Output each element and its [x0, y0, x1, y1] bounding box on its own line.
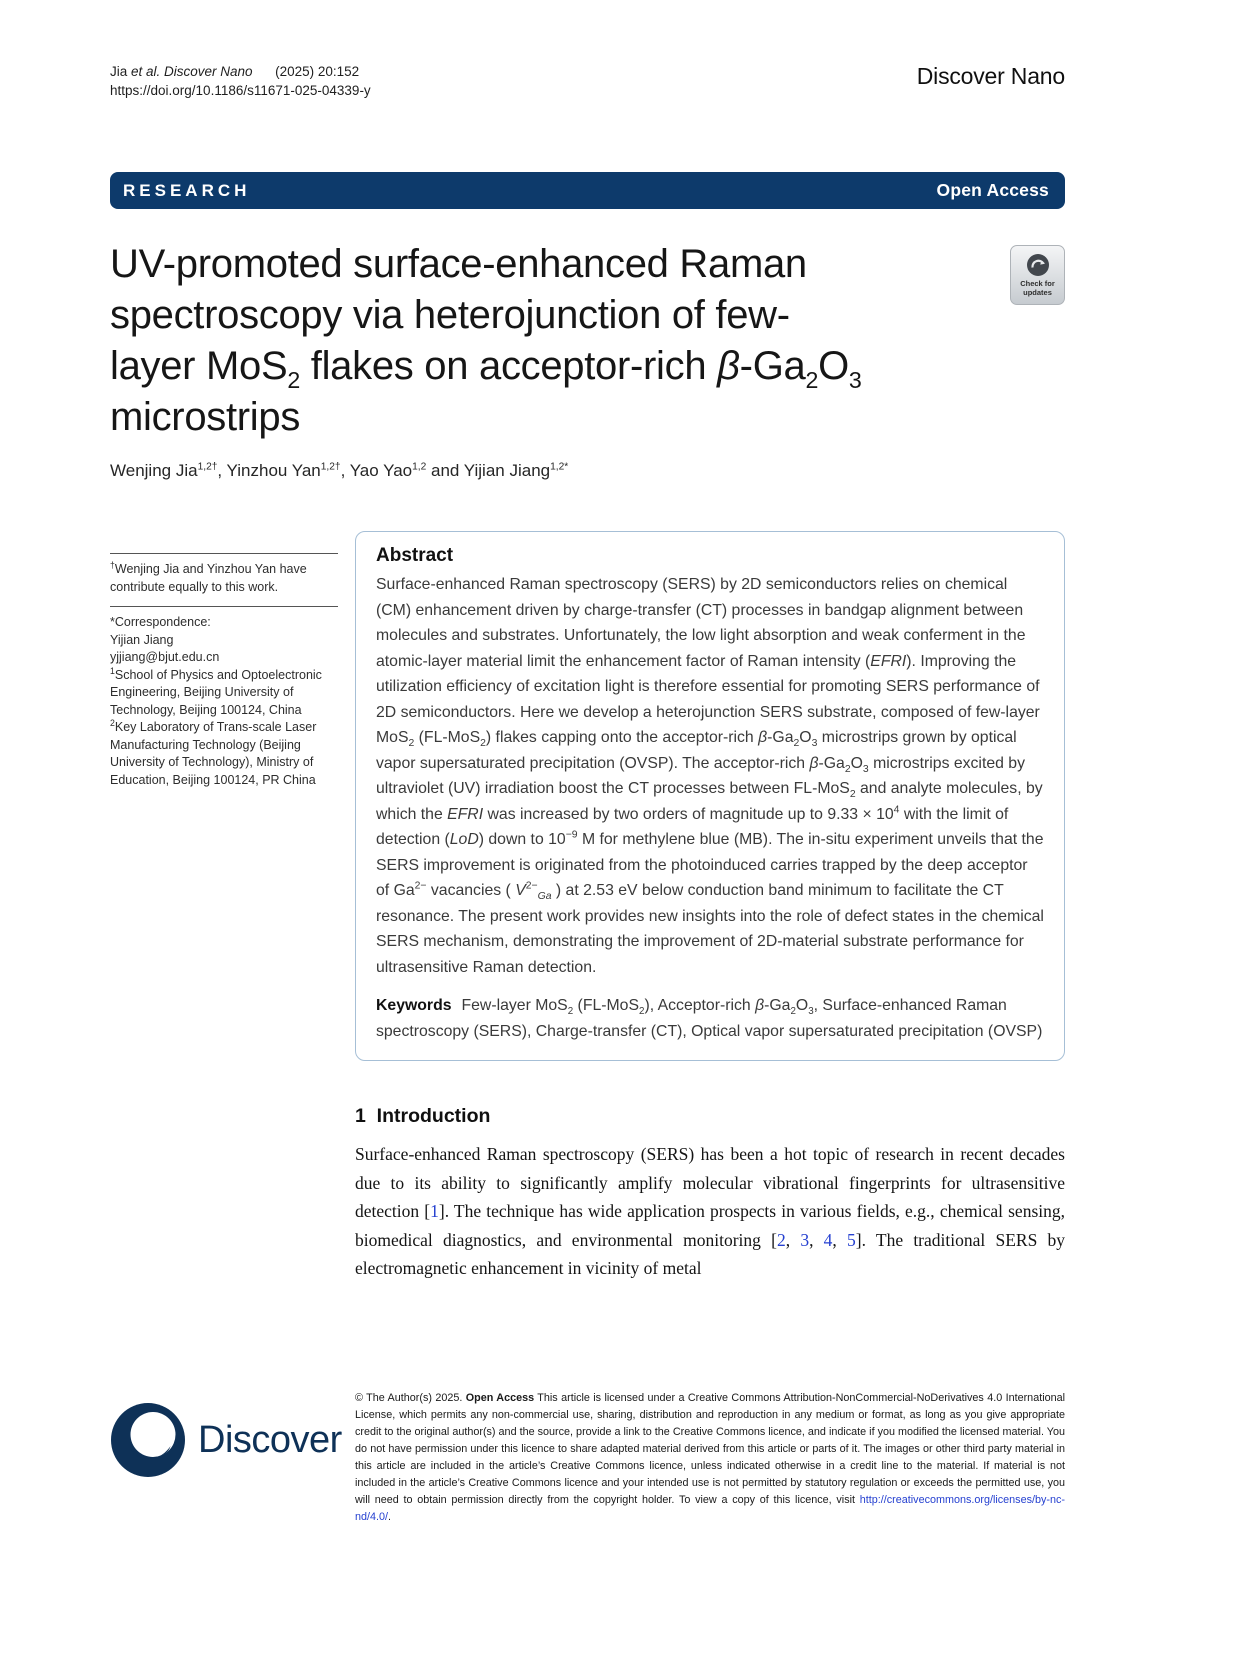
check-for-updates-label: Check for updates [1020, 279, 1055, 297]
discover-logo-text: Discover [198, 1418, 342, 1461]
sidebar-divider [110, 606, 338, 607]
discover-swirl-icon [110, 1402, 186, 1478]
article-type-label: RESEARCH [123, 180, 251, 200]
author-info-sidebar [110, 531, 338, 789]
citation-block [110, 63, 371, 100]
check-for-updates-icon [1026, 253, 1050, 277]
inline-link[interactable]: http://creativecommons.org/licenses/by-nc-nd/4.0/ [355, 1494, 1065, 1523]
correspondence-block: *Correspondence: Yijian Jiang yjjiang@bjut.edu.cn [110, 615, 220, 664]
inline-link[interactable]: 4 [823, 1229, 833, 1250]
inline-link[interactable]: 5 [847, 1229, 856, 1250]
main-column [355, 531, 1065, 1283]
equal-contribution-note: †Wenjing Jia and Yinzhou Yan have contribute equally to this work. [110, 559, 307, 594]
open-access-label: Open Access [936, 180, 1049, 200]
keywords-text: Few-layer MoS$_2$ (FL-MoS$_2$), Acceptor-rich $\beta-Ga_2O_3$, Surface-enhanced Raman spectroscopy (SERS), Charge-transfer (CT), Optical vapor supersaturated precipitation (OVSP) [376, 997, 1043, 1040]
article-title: UV-promoted surface-enhanced Raman spectroscopy via heterojunction of few- layer MoS$_2$ flakes on acceptor-rich $\beta-Ga_2O_3$ microstrips [110, 242, 862, 439]
publisher-logo-area [110, 1390, 355, 1478]
discover-logo [110, 1402, 355, 1478]
license-text: © The Author(s) 2025. Open Access This article is licensed under a Creative Commons Attribution-NonCommercial-NoDerivatives 4.0 International License, which permits any non-commercial use, sharing, distribution and reproduction in any medium or format, as long as you give appropriate credit to the original author(s) and the source, provide a link to the Creative Commons licence, and indicate if you modified the licensed material. You do not have permission under this licence to share adapted material derived from this article or parts of it. The images or other third party material in this article are included in the article’s Creative Commons licence, unless indicated otherwise in a credit line to the material. If material is not included in the article’s Creative Commons licence and your intended use is not permitted by statutory regulation or exceeds the permitted use, you will need to obtain permission directly from the copyright holder. To view a copy of this licence, visit http://creativecommons.org/licenses/by-nc-nd/4.0/. [355, 1392, 1066, 1523]
author-list: Wenjing Jia$^{1,2\dagger}$, Yinzhou Yan$^{1,2\dagger}$, Yao Yao$^{1,2}$ and Yijian Jiang$^{1,2*}$ [110, 461, 569, 480]
journal-name: Discover Nano [916, 63, 1065, 89]
keywords-line [376, 993, 1044, 1044]
research-banner [110, 172, 1065, 209]
check-for-updates-button[interactable] [1010, 245, 1065, 305]
abstract-section [355, 531, 1065, 1061]
citation-line: Jia et al. Discover Nano (2025) 20:152 [110, 64, 360, 79]
doi-link[interactable]: https://doi.org/10.1186/s11671-025-04339-y [110, 83, 371, 98]
inline-link[interactable]: 1 [430, 1201, 439, 1221]
affiliation-1: $^1$School of Physics and Optoelectronic Engineering, Beijing University of Technology, Beijing 100124, China [110, 665, 322, 717]
page-header [110, 63, 1065, 100]
introduction-section [355, 1105, 1065, 1283]
introduction-paragraph: Surface-enhanced Raman spectroscopy (SERS) has been a hot topic of research in recent decades due to its ability to significantly amplify molecular vibrational fingerprints for ultrasensitive detection [1]. The technique has wide application prospects in various fields, e.g., chemical sensing, biomedical diagnostics, and environmental monitoring [2, 3, 4, 5]. The traditional SERS by electromagnetic enhancement in vicinity of metal [355, 1144, 1066, 1278]
inline-link[interactable]: 2 [776, 1229, 786, 1250]
sidebar-divider [110, 553, 338, 554]
introduction-heading: 1 Introduction [355, 1105, 491, 1127]
page-footer [110, 1390, 1065, 1526]
abstract-heading: Abstract [376, 545, 454, 566]
affiliation-2: $^2$Key Laboratory of Trans-scale Laser Manufacturing Technology (Beijing University of Technology), Ministry of Education, Beijing 100124, PR China [110, 717, 317, 787]
keywords-label: Keywords [376, 997, 452, 1014]
inline-link[interactable]: 3 [800, 1229, 810, 1250]
abstract-text: Surface-enhanced Raman spectroscopy (SERS) by 2D semiconductors relies on chemical (CM) enhancement driven by charge-transfer (CT) processes in bandgap alignment between molecules and substrates. Unfortunately, the low light absorption and weak conferment in the atomic-layer material limit the enhancement factor of Raman intensity (EFRI). Improving the utilization efficiency of excitation light is therefore essential for promoting SERS performance of 2D semiconductors. Here we develop a heterojunction SERS substrate, composed of few-layer MoS$_2$ (FL-MoS$_2$) flakes capping onto the acceptor-rich $\beta-Ga_2O_3$ microstrips grown by optical vapor supersaturated precipitation (OVSP). The acceptor-rich $\beta-Ga_2O_3$ microstrips excited by ultraviolet (UV) irradiation boost the CT processes between FL-MoS$_2$ and analyte molecules, by which the EFRI was increased by two orders of magnitude up to $9.33 \times 10^4$ with the limit of detection (LoD) down to $10^{-9}$ M for methylene blue (MB). The in-situ experiment unveils that the SERS improvement is originated from the photoinduced carries trapped by the deep acceptor of $Ga^{2-}$ vacancies ( $V^{2-}_{Ga}$ ) at 2.53 eV below conduction band minimum to facilitate the CT resonance. The present work provides new insights into the role of defect states in the chemical SERS mechanism, demonstrating the improvement of 2D-material substrate performance for ultrasensitive Raman detection. [376, 576, 1044, 976]
title-section [110, 239, 1065, 443]
content-columns [110, 531, 1065, 1283]
